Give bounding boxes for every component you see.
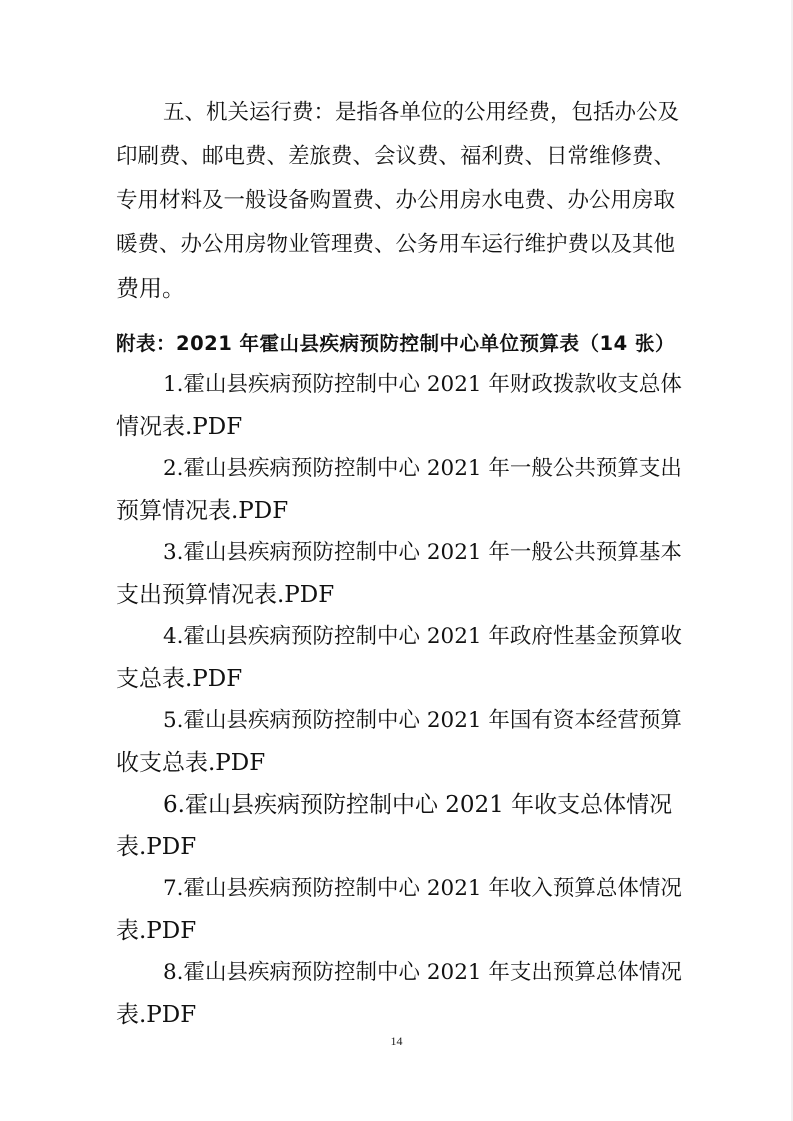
page-number: 14	[390, 1034, 403, 1048]
attachment-item-3-line1: 3.霍山县疾病预防控制中心 2021 年一般公共预算基本	[163, 540, 682, 565]
paragraph-line: 五、机关运行费：是指各单位的公用经费，包括办公及	[163, 100, 680, 125]
attachment-item-1-line1: 1.霍山县疾病预防控制中心 2021 年财政拨款收支总体	[163, 372, 682, 397]
attachment-item-3-line2: 支出预算情况表.PDF	[116, 582, 335, 608]
attachment-item-5-line2: 收支总表.PDF	[116, 750, 266, 776]
attachments-heading: 附表：2021 年霍山县疾病预防控制中心单位预算表（14 张）	[116, 332, 675, 355]
paragraph-line: 暖费、办公用房物业管理费、公务用车运行维护费以及其他	[116, 232, 676, 257]
attachment-item-2-line1: 2.霍山县疾病预防控制中心 2021 年一般公共预算支出	[163, 456, 682, 481]
attachment-item-4-line2: 支总表.PDF	[116, 666, 243, 692]
attachment-item-6-line2: 表.PDF	[116, 834, 197, 860]
attachment-item-2-line2: 预算情况表.PDF	[116, 498, 289, 524]
attachment-item-6-line1: 6.霍山县疾病预防控制中心 2021 年收支总体情况	[163, 792, 673, 818]
attachment-item-5-line1: 5.霍山县疾病预防控制中心 2021 年国有资本经营预算	[163, 708, 682, 733]
attachment-item-1-line2: 情况表.PDF	[116, 414, 243, 440]
attachment-item-4-line1: 4.霍山县疾病预防控制中心 2021 年政府性基金预算收	[163, 624, 682, 649]
attachment-item-8-line2: 表.PDF	[116, 1002, 197, 1028]
attachment-item-7-line2: 表.PDF	[116, 918, 197, 944]
attachment-item-8-line1: 8.霍山县疾病预防控制中心 2021 年支出预算总体情况	[163, 960, 682, 985]
paragraph-line: 专用材料及一般设备购置费、办公用房水电费、办公用房取	[116, 188, 676, 213]
paragraph-line: 费用。	[116, 276, 185, 302]
paragraph-line: 印刷费、邮电费、差旅费、会议费、福利费、日常维修费、	[116, 144, 676, 169]
attachment-item-7-line1: 7.霍山县疾病预防控制中心 2021 年收入预算总体情况	[163, 876, 682, 901]
